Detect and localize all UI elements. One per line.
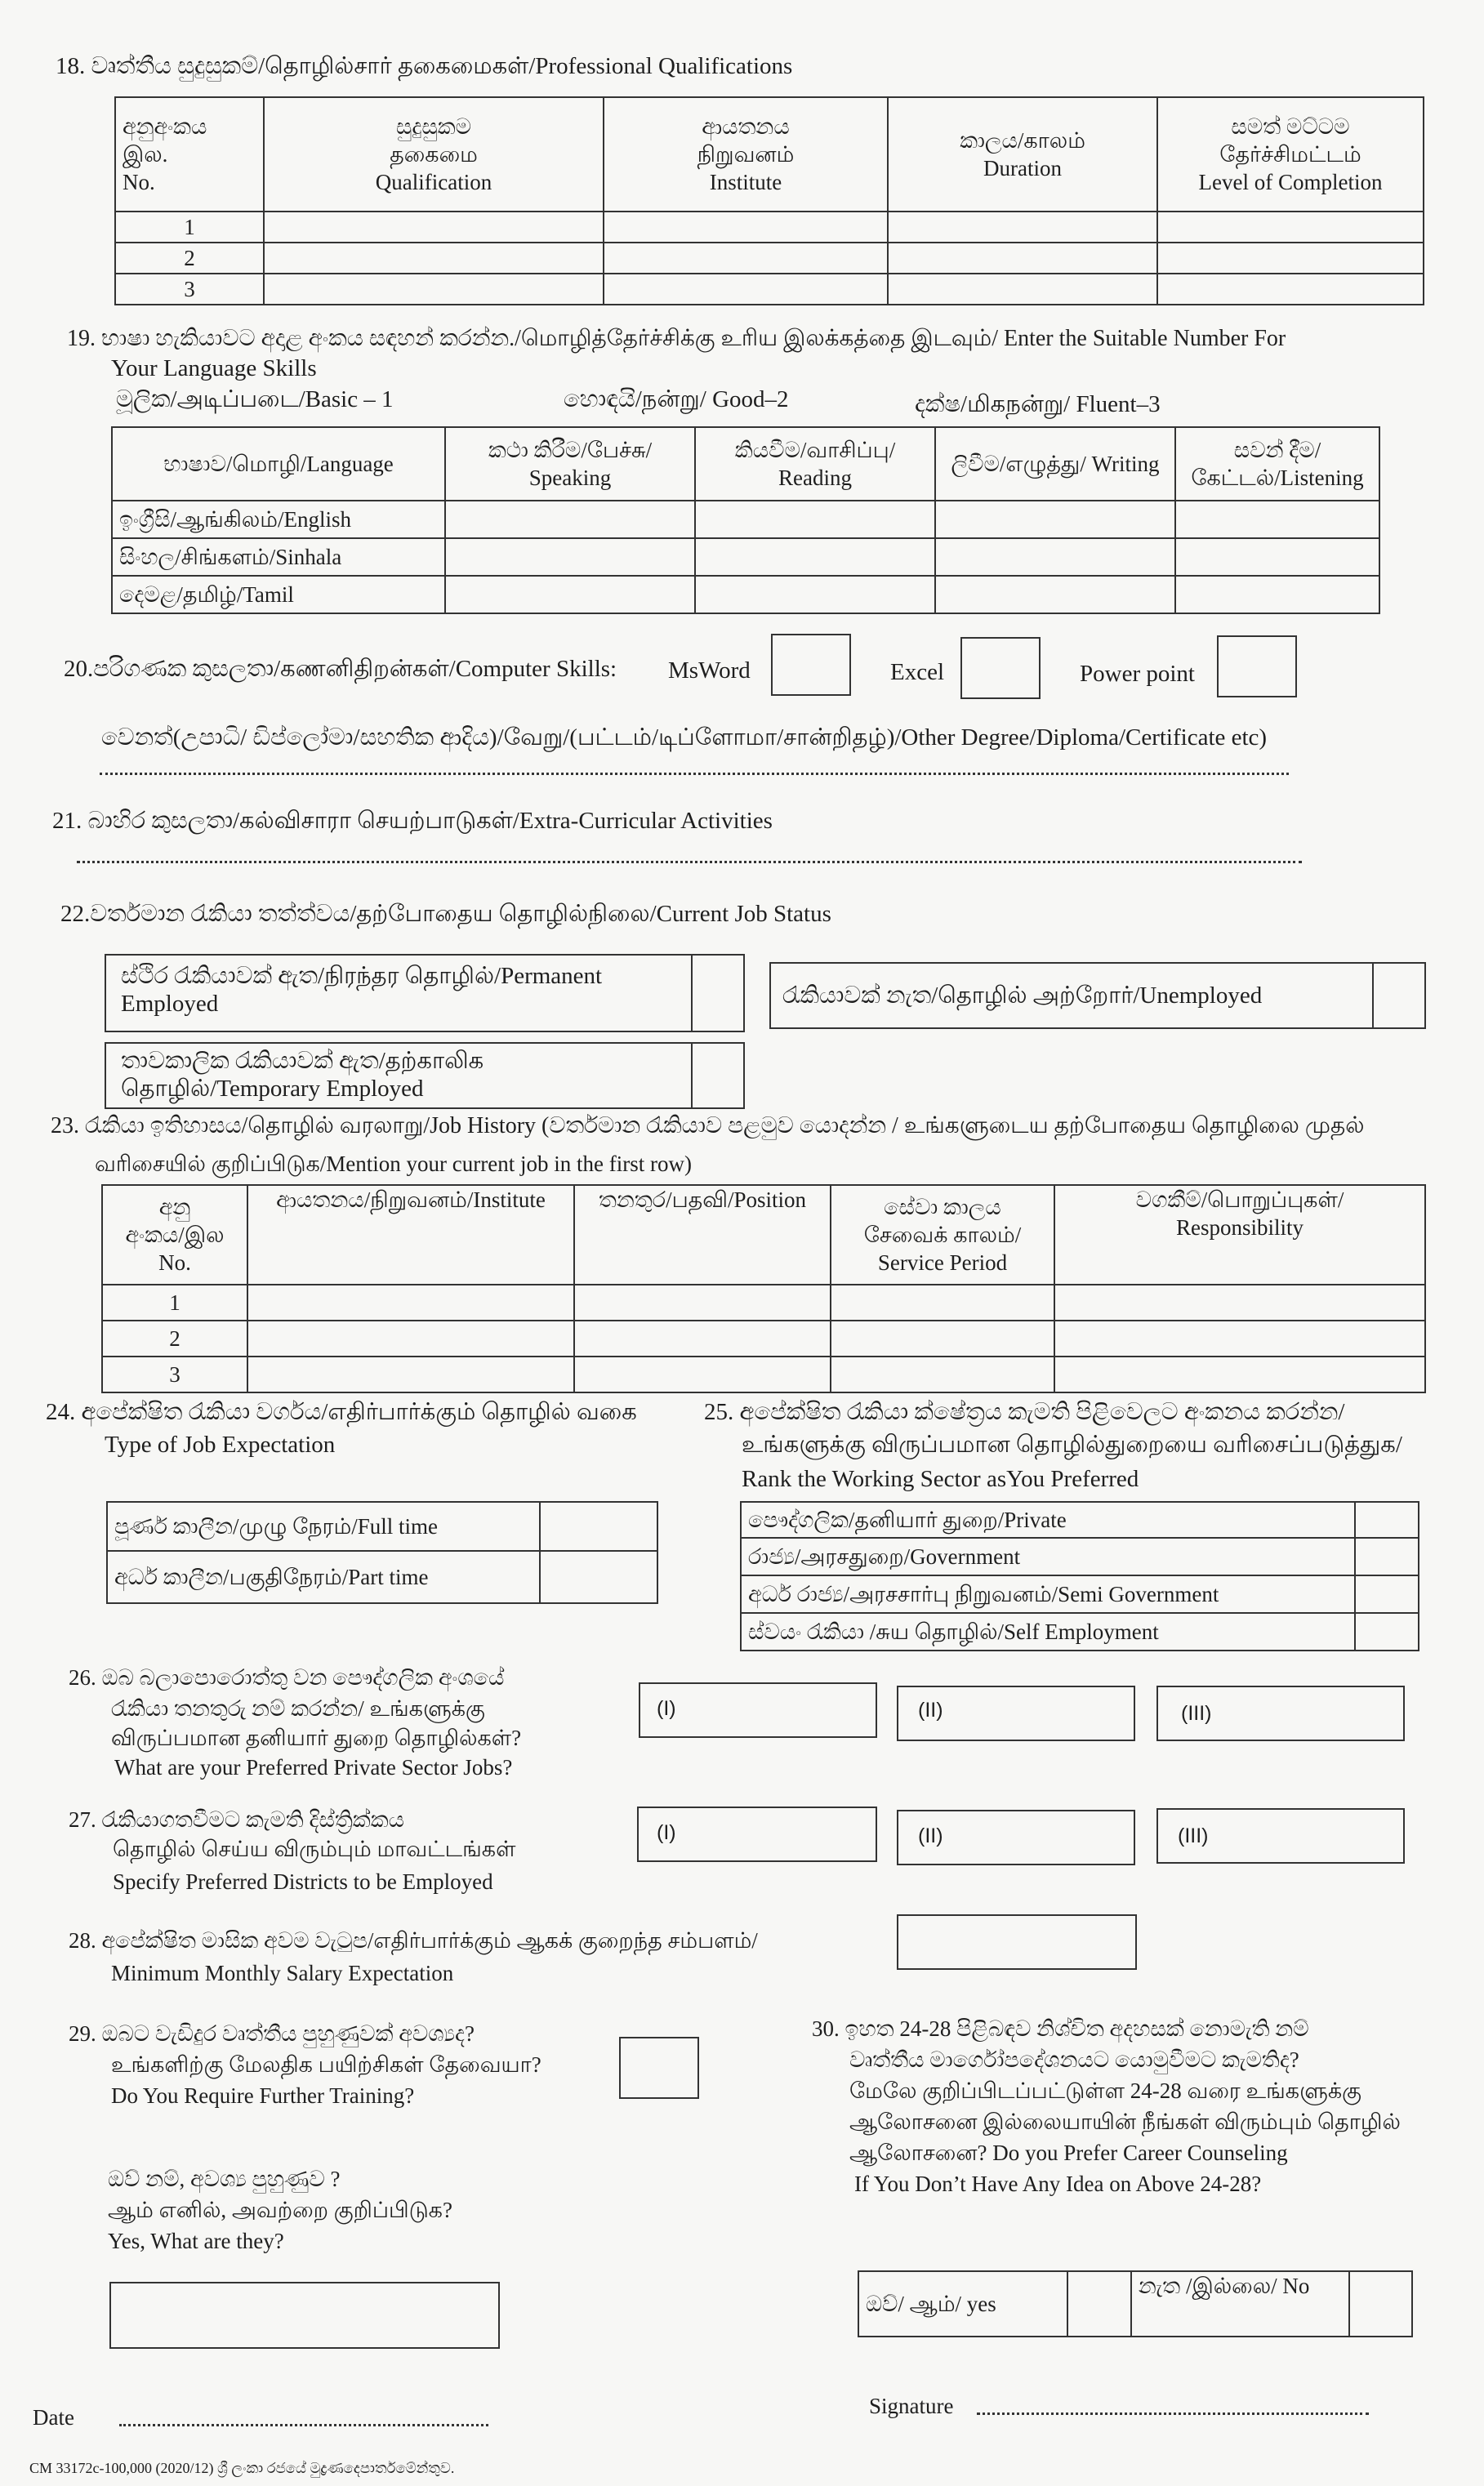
part-time-label: අර්ධ කාලීන/பகுதிநேரம்/Part time bbox=[107, 1551, 540, 1603]
rank-self-employment[interactable] bbox=[1355, 1613, 1419, 1651]
q30-line-6: If You Don’t Have Any Idea on Above 24-28? bbox=[854, 2172, 1262, 2196]
job-history-table bbox=[101, 1184, 1426, 1393]
salary-input[interactable] bbox=[897, 1914, 1137, 1970]
scale-fluent: දක්ෂ/மிகநன்று/ Fluent–3 bbox=[915, 391, 1161, 417]
powerpoint-label: Power point bbox=[1080, 661, 1195, 687]
other-qualifications-label: වෙනත්(උපාධි/ ඩිප්ලෝමා/සහතික ආදිය)/வேறு/(பட்டம்/டிப்ளோமா/சான்றிதழ்)/Other Degree/Diploma/Certificate etc) bbox=[101, 724, 1268, 751]
permanent-label: ස්ථිර රැකියාවක් ඇත/நிரந்தர தொழில்/Permanent bbox=[121, 963, 603, 989]
col-responsibility: වගකීම්/பொறுப்புகள்/ Responsibility bbox=[1054, 1185, 1425, 1285]
temporary-label-2: தொழில்/Temporary Employed bbox=[121, 1076, 424, 1102]
rank-private[interactable] bbox=[1355, 1502, 1419, 1538]
col-reading: කියවීම/வாசிப்பு/ Reading bbox=[695, 427, 935, 501]
qualifications-table bbox=[114, 96, 1424, 305]
col-position: තනතුර/பதவி/Position bbox=[574, 1185, 831, 1285]
q26-line-4: What are your Preferred Private Sector Jobs? bbox=[114, 1755, 513, 1780]
temporary-checkbox[interactable] bbox=[691, 1042, 745, 1109]
table-row bbox=[107, 1502, 657, 1551]
district-input-2[interactable]: (II) bbox=[897, 1810, 1135, 1865]
q19-title-2: Your Language Skills bbox=[111, 355, 317, 381]
print-code: CM 33172c-100,000 (2020/12) ශ්‍රී ලංකා රජයේ මුද්‍රණදෙපාර්තමේන්තුව. bbox=[29, 2460, 455, 2476]
q29-followup-3: Yes, What are they? bbox=[108, 2229, 284, 2253]
q30-line-1: 30. ඉහත 24-28 පිළිබඳව නිශ්චිත අදහසක් නොමැති නම් bbox=[812, 2016, 1309, 2041]
permanent-checkbox[interactable] bbox=[691, 954, 745, 1032]
yes-label: ඔව්/ ஆம்/ yes bbox=[858, 2271, 1067, 2337]
yes-checkbox[interactable] bbox=[1067, 2271, 1130, 2337]
rank-government[interactable] bbox=[1355, 1538, 1419, 1575]
table-row: සිංහල/சிங்களம்/Sinhala bbox=[112, 538, 1379, 576]
table-row bbox=[107, 1551, 657, 1603]
date-label: Date bbox=[33, 2405, 74, 2430]
q30-line-5: ஆலோசனை? Do you Prefer Career Counseling bbox=[849, 2141, 1288, 2165]
table-row: 3 bbox=[102, 1357, 1425, 1392]
col-no: අනු අංකය/இல No. bbox=[102, 1185, 247, 1285]
q24-title-2: Type of Job Expectation bbox=[105, 1432, 336, 1458]
q29-line-1: 29. ඔබට වැඩිදුර වෘත්තීය පුහුණුවක් අවශ්‍යද? bbox=[69, 2021, 475, 2046]
q29-followup-1: ඔව් නම්, අවශ්‍ය පුහුණුව ? bbox=[108, 2167, 341, 2191]
q30-line-4: ஆலோசனை இல்லையாயின் நீங்கள் விரும்பும் தொழில் bbox=[849, 2110, 1401, 2134]
table-row: ස්වයං රැකියා /சுய தொழில்/Self Employment bbox=[741, 1613, 1419, 1651]
q25-title-2: உங்களுக்கு விருப்பமான தொழில்துறையை வரிசைப்படுத்துக/ bbox=[742, 1432, 1402, 1458]
scale-good: හොඳයි/நன்று/ Good–2 bbox=[564, 386, 789, 412]
q26-line-2: රැකියා තනතුරු නම් කරන්න/ உங்களுக்கு bbox=[111, 1696, 485, 1721]
q18-title: 18. වෘත්තීය සුදුසුකම්/தொழில்சார் தகைமைகள்/Professional Qualifications bbox=[56, 53, 793, 79]
no-label: නැත /இல்லை/ No bbox=[1131, 2271, 1349, 2337]
signature-label: Signature bbox=[869, 2394, 954, 2418]
col-duration: කාලය/காலம் Duration bbox=[888, 97, 1157, 212]
table-row: අර්ධ රාජ්‍ය/அரசசார்பு நிறுவனம்/Semi Government bbox=[741, 1575, 1419, 1613]
table-row: 3 bbox=[115, 274, 1424, 305]
q21-title: 21. බාහිර කුසලතා/கல்விசாரா செயற்பாடுகள்/Extra-Curricular Activities bbox=[52, 808, 773, 834]
col-no: අනුඅංකය இல. No. bbox=[115, 97, 264, 212]
full-time-checkbox[interactable] bbox=[540, 1502, 657, 1551]
col-qualification: සුදුසුකම தகைமை Qualification bbox=[264, 97, 604, 212]
q29-line-2: உங்களிற்கு மேலதிக பயிற்சிகள் தேவையா? bbox=[111, 2052, 541, 2077]
powerpoint-checkbox[interactable] bbox=[1217, 635, 1297, 697]
counseling-table bbox=[858, 2270, 1413, 2337]
unemployed-label: රැකියාවක් නැත/தொழில் அற்றோர்/Unemployed bbox=[782, 982, 1263, 1009]
district-input-3[interactable]: (III) bbox=[1156, 1808, 1405, 1864]
full-time-label: පූර්ණ කාලීන/முழு நேரம்/Full time bbox=[107, 1502, 540, 1551]
temporary-label: තාවකාලික රැකියාවක් ඇත/தற்காலிக bbox=[121, 1048, 484, 1074]
q29-followup-2: ஆம் எனில், அவற்றை குறிப்பிடுக? bbox=[108, 2198, 452, 2222]
q23-title: 23. රැකියා ඉතිහාසය/தொழில் வரலாறு/Job History (වර්තමාන රැකියාව පළමුව යොදන්න / உங்களுடைய தற்போதைய தொழிலை முதல் bbox=[51, 1113, 1365, 1138]
private-job-input-1[interactable]: (I) bbox=[639, 1682, 877, 1738]
q28-line-2: Minimum Monthly Salary Expectation bbox=[111, 1961, 454, 1985]
col-institute: ආයතනය நிறுவனம் Institute bbox=[604, 97, 888, 212]
rank-semi-government[interactable] bbox=[1355, 1575, 1419, 1613]
table-row: පෞද්ගලික/தனியார் துறை/Private bbox=[741, 1502, 1419, 1538]
msword-label: MsWord bbox=[668, 657, 751, 684]
q26-line-1: 26. ඔබ බලාපොරොත්තු වන පෞද්ගලික අංශයේ bbox=[69, 1665, 505, 1690]
table-row: 2 bbox=[102, 1321, 1425, 1357]
msword-checkbox[interactable] bbox=[771, 634, 851, 696]
district-input-1[interactable]: (I) bbox=[637, 1807, 877, 1862]
excel-label: Excel bbox=[890, 659, 945, 685]
col-listening: සවන් දීම/ கேட்டல்/Listening bbox=[1175, 427, 1379, 501]
training-checkbox[interactable] bbox=[619, 2037, 699, 2099]
unemployed-checkbox[interactable] bbox=[1372, 962, 1426, 1029]
q27-line-3: Specify Preferred Districts to be Employed bbox=[113, 1869, 493, 1894]
private-job-input-2[interactable]: (II) bbox=[897, 1686, 1135, 1741]
q27-line-2: தொழில் செய்ய விரும்பும் மாவட்டங்கள் bbox=[113, 1837, 516, 1861]
q26-line-3: விருப்பமான தனியார் துறை தொழில்கள்? bbox=[111, 1726, 522, 1750]
extra-curricular-field[interactable] bbox=[77, 861, 1302, 863]
q29-line-3: Do You Require Further Training? bbox=[111, 2083, 415, 2108]
part-time-checkbox[interactable] bbox=[540, 1551, 657, 1603]
q19-title: 19. භාෂා හැකියාවට අදාළ අංකය සඳහන් කරන්න./மொழித்தேர்ச்சிக்கு உரிய இலக்கத்தை இடவும்/ Enter the Suitable Number For bbox=[67, 326, 1286, 351]
q25-title: 25. අපේක්ෂිත රැකියා ක්ෂේත්‍රය කැමති පිළිවෙලට අංකනය කරන්න/ bbox=[704, 1399, 1345, 1425]
signature-field[interactable] bbox=[977, 2412, 1369, 2415]
col-level: සමත් මට්ටම தேர்ச்சிமட்டம் Level of Completion bbox=[1157, 97, 1424, 212]
q24-title: 24. අපේක්ෂිත රැකියා වර්ගය/எதிர்பார்க்கும் தொழில் வகை bbox=[46, 1399, 637, 1425]
language-table bbox=[111, 426, 1380, 614]
col-writing: ලිවීම/எழுத்து/ Writing bbox=[935, 427, 1175, 501]
excel-checkbox[interactable] bbox=[960, 637, 1041, 699]
q30-line-3: மேலே குறிப்பிடப்பட்டுள்ள 24-28 வரை உங்களுக்கு bbox=[849, 2078, 1361, 2103]
table-row: ඉංග්‍රීසි/ஆங்கிலம்/English bbox=[112, 501, 1379, 538]
col-institute: ආයතනය/நிறுவனம்/Institute bbox=[247, 1185, 574, 1285]
job-type-table bbox=[106, 1501, 658, 1604]
date-field[interactable] bbox=[119, 2424, 488, 2426]
col-speaking: කථා කිරීම/பேச்சு/ Speaking bbox=[445, 427, 695, 501]
table-row: 2 bbox=[115, 243, 1424, 274]
table-row: 1 bbox=[102, 1285, 1425, 1321]
scale-basic: මූලික/அடிப்படை/Basic – 1 bbox=[116, 386, 394, 412]
sector-rank-table bbox=[740, 1501, 1419, 1651]
q27-line-1: 27. රැකියාගතවීමට කැමති දිස්ත්‍රික්කය bbox=[69, 1807, 405, 1832]
q20-title: 20.පරිගණක කුසලතා/கணனிதிறன்கள்/Computer Skills: bbox=[64, 656, 617, 682]
q28-line-1: 28. අපේක්ෂිත මාසික අවම වැටුප/எதிர்பார்க்கும் ஆகக் குறைந்த சம்பளம்/ bbox=[69, 1928, 758, 1953]
q30-line-2: වෘත්තීය මාර්ගෝපදේශනයට යොමුවීමට කැමතිද? bbox=[849, 2047, 1299, 2072]
col-service-period: සේවා කාලය சேவைக் காலம்/ Service Period bbox=[831, 1185, 1054, 1285]
q23-title-2: வரிசையில் குறிப்பிடுக/Mention your current job in the first row) bbox=[95, 1152, 692, 1176]
table-row: 1 bbox=[115, 212, 1424, 243]
table-row: දෙමළ/தமிழ்/Tamil bbox=[112, 576, 1379, 613]
no-checkbox[interactable] bbox=[1349, 2271, 1412, 2337]
other-qualifications-field[interactable] bbox=[100, 773, 1289, 775]
q25-title-3: Rank the Working Sector asYou Preferred bbox=[742, 1466, 1139, 1492]
q22-title: 22.වර්තමාන රැකියා තත්ත්වය/தற்போதைய தொழில்நிலை/Current Job Status bbox=[60, 901, 831, 927]
training-details-input[interactable] bbox=[109, 2282, 500, 2349]
private-job-input-3[interactable]: (III) bbox=[1156, 1686, 1405, 1741]
permanent-label-2: Employed bbox=[121, 991, 219, 1017]
col-language: භාෂාව/மொழி/Language bbox=[112, 427, 445, 501]
table-row: රාජ්‍ය/அரசதுறை/Government bbox=[741, 1538, 1419, 1575]
